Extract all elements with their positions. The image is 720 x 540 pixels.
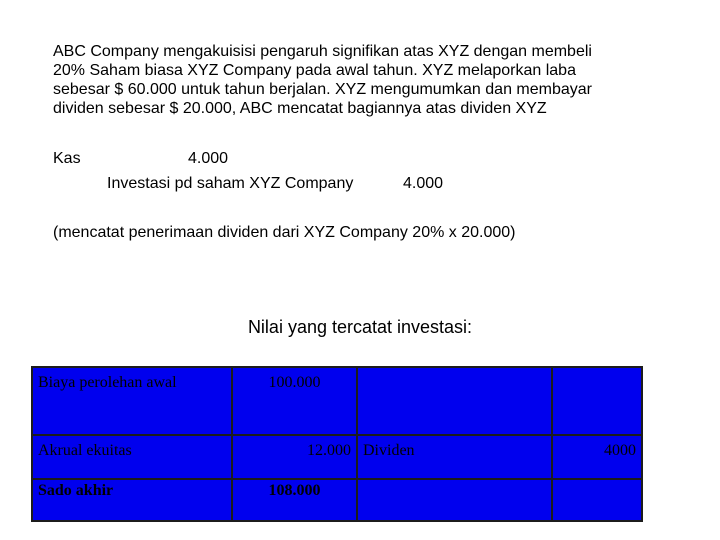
journal-credit-amount: 4.000	[403, 175, 444, 192]
row-extra-label: Dividen	[357, 435, 552, 479]
journal-debit-amount: 4.000	[188, 150, 229, 167]
row-extra-label	[357, 479, 552, 521]
intro-line-1: ABC Company mengakuisisi pengaruh signifikan atas XYZ dengan membeli	[53, 43, 592, 60]
row-value: 12.000	[232, 435, 357, 479]
row-extra-label	[357, 367, 552, 435]
row-label: Biaya perolehan awal	[32, 367, 232, 435]
intro-paragraph	[53, 42, 693, 118]
row-label: Sado akhir	[32, 479, 232, 521]
intro-line-2: 20% Saham biasa XYZ Company pada awal tahun. XYZ melaporkan laba	[53, 62, 576, 79]
row-value: 100.000	[232, 367, 357, 435]
table-row	[32, 367, 642, 435]
journal-credit-account: Investasi pd saham XYZ Company	[107, 175, 354, 192]
table-row	[32, 479, 642, 521]
row-extra-value	[552, 479, 642, 521]
investment-table	[31, 366, 643, 522]
table-row	[32, 435, 642, 479]
row-label: Akrual ekuitas	[32, 435, 232, 479]
table-heading-text: Nilai yang tercatat investasi:	[247, 317, 473, 337]
intro-line-4: dividen sebesar $ 20.000, ABC mencatat bagiannya atas dividen XYZ	[53, 100, 547, 117]
table-heading	[0, 317, 720, 338]
row-value: 108.000	[232, 479, 357, 521]
intro-line-3: sebesar $ 60.000 untuk tahun berjalan. XYZ mengumumkan dan membayar	[53, 81, 592, 98]
row-extra-value: 4000	[552, 435, 642, 479]
journal-note: (mencatat penerimaan dividen dari XYZ Company 20% x 20.000)	[53, 224, 516, 241]
journal-debit-account: Kas	[53, 150, 81, 167]
row-extra-value	[552, 367, 642, 435]
